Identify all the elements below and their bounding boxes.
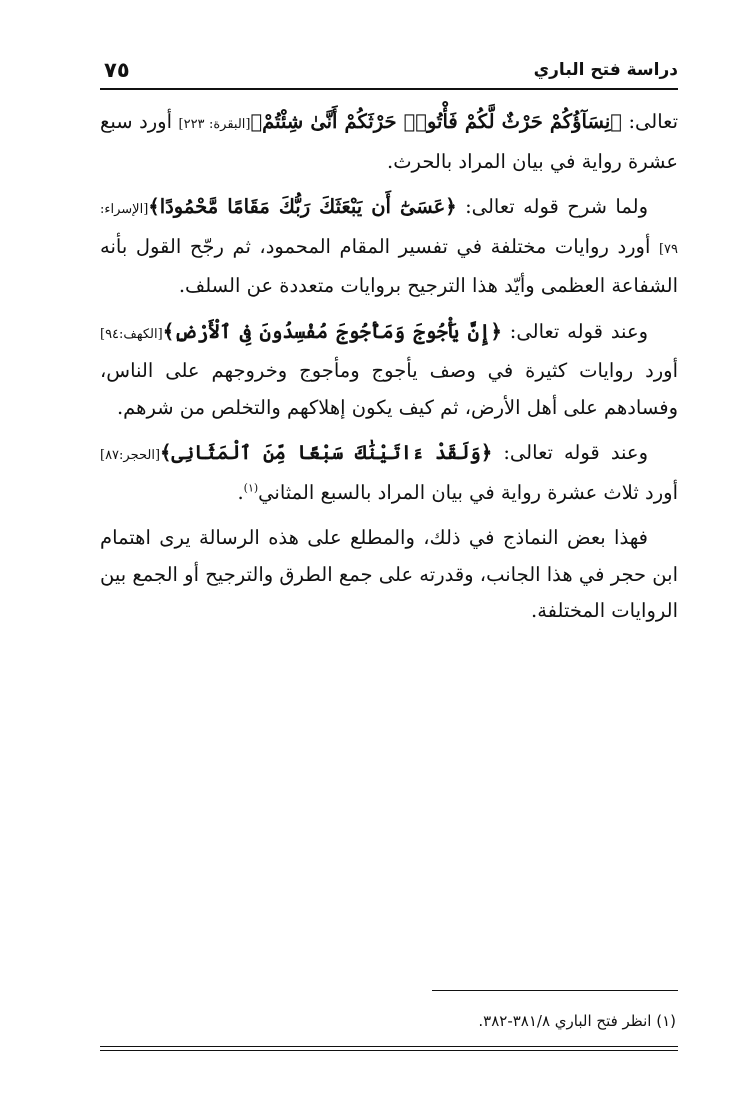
bottom-rule <box>100 1046 678 1047</box>
paragraph-4-lead: وعند قوله تعالى: <box>492 441 648 464</box>
paragraph-5-text: فهذا بعض النماذج في ذلك، والمطلع على هذه الرسالة يرى اهتمام ابن حجر في هذا الجانب، وقدرته على جمع الطرق والترجيح أو الجمع بين الروايات المختلفة. <box>100 526 678 622</box>
verse-reference: [الحجر:٨٧] <box>100 448 161 463</box>
main-text <box>100 104 678 639</box>
paragraph-3-lead: وعند قوله تعالى: <box>501 319 648 343</box>
paragraph-1-lead: تعالى: <box>621 110 679 133</box>
paragraph-2-lead: ولما شرح قوله تعالى: <box>456 195 648 218</box>
paragraph-3 <box>100 314 678 427</box>
paragraph-4-text: أورد ثلاث عشرة رواية في بيان المراد بالسبع المثاني <box>258 480 678 504</box>
quran-verse-baqarah: ﴿نِسَآؤُكُمْ حَرْثٌ لَّكُمْ فَأْتُوا۟ حَرْثَكُمْ أَنَّىٰ شِئْتُمْ﴾ <box>250 110 622 133</box>
page-number: ٧٥ <box>104 58 130 82</box>
quran-verse-kahf: ﴿إِنَّ يَأْجُوجَ وَمَأْجُوجَ مُفْسِدُونَ فِى ٱلْأَرْضِ﴾ <box>162 319 502 343</box>
paragraph-4-end: . <box>237 480 244 504</box>
footnote-separator <box>432 990 678 991</box>
footnote-marker: (١) <box>243 481 259 494</box>
paragraph-3-text: أورد روايات كثيرة في وصف يأجوج ومأجوج وخروجهم على الناس، وفسادهم على أهل الأرض، ثم كيف يكون إهلاكهم والتخلص من شرهم. <box>100 359 678 419</box>
quran-verse-isra: ﴿عَسَىٰٓ أَن يَبْعَثَكَ رَبُّكَ مَقَامًا مَّحْمُودًا﴾ <box>148 195 457 218</box>
paragraph-2 <box>100 189 678 305</box>
paragraph-1-text: أورد سبع عشرة رواية في بيان المراد بالحرث. <box>100 110 678 173</box>
paragraph-5 <box>100 520 678 630</box>
footnote: (١) انظر فتح الباري ٣٨١/٨-٣٨٢. <box>478 1012 676 1030</box>
paragraph-2-text: أورد روايات مختلفة في تفسير المقام المحمود، ثم رجّح القول بأنه الشفاعة العظمى وأيّد هذا الترجيح بروايات متعددة عن السلف. <box>100 234 678 297</box>
paragraph-4 <box>100 435 678 511</box>
paragraph-1 <box>100 104 678 180</box>
bottom-rule-thin <box>100 1050 678 1051</box>
running-title: دراسة فتح الباري <box>533 60 678 80</box>
quran-verse-hijr: ﴿وَلَقَدْ ءَاتَيْنَٰكَ سَبْعًا مِّنَ ٱلْمَثَانِى﴾ <box>160 441 493 464</box>
verse-reference: [البقرة: ٢٢٣] <box>178 117 251 132</box>
verse-reference: [الكهف:٩٤] <box>100 326 163 342</box>
header-rule <box>100 88 678 90</box>
page-header <box>100 58 678 86</box>
verse-reference: [الإسراء: ٧٩] <box>100 202 678 257</box>
